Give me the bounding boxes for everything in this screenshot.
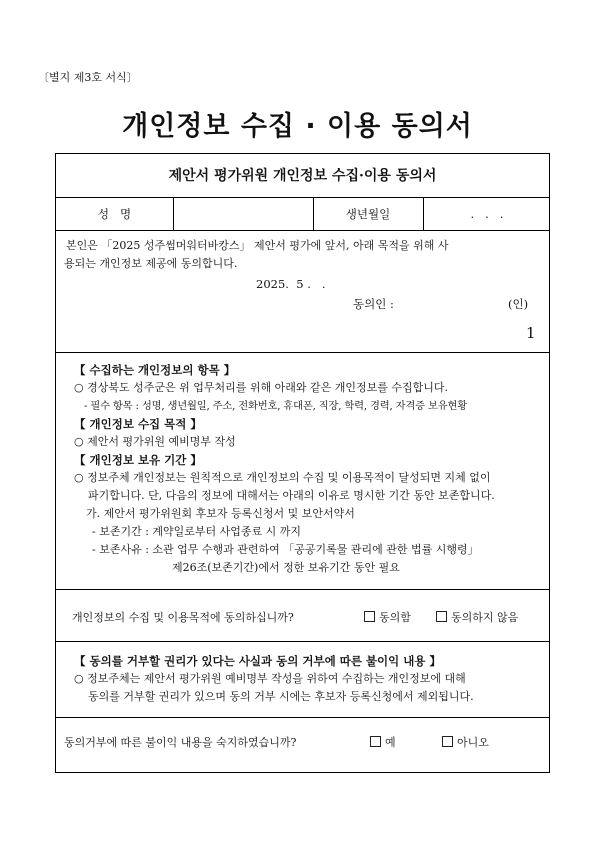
section-text: ○ 정보주체는 제안서 평가위원 예비명부 작성을 위하여 수집하는 개인정보에 대해 xyxy=(74,672,466,685)
divider xyxy=(56,589,549,590)
agree-option[interactable] xyxy=(364,611,411,625)
page-marker: 1 xyxy=(526,324,536,342)
consent-date: 2025. 5 . . xyxy=(256,277,326,291)
divider xyxy=(56,717,549,718)
no-checkbox[interactable] xyxy=(442,736,453,747)
section-text: - 보존기간 : 계약일로부터 사업종료 시 까지 xyxy=(92,525,302,538)
name-label: 성 명 xyxy=(97,207,132,221)
section-heading: 【 동의를 거부할 권리가 있다는 사실과 동의 거부에 따른 불이익 내용 】 xyxy=(74,654,441,668)
agree-label: 동의함 xyxy=(379,611,411,624)
section-heading: 【 개인정보 수집 목적 】 xyxy=(74,417,202,431)
section-text: ○ 제안서 평가위원 예비명부 작성 xyxy=(74,435,236,448)
section-text: ○ 경상북도 성주군은 위 업무처리를 위해 아래와 같은 개인정보를 수집합니다. xyxy=(74,381,448,394)
section-text: ○ 정보주체 개인정보는 원칙적으로 개인정보의 수집 및 이용목적이 달성되면 지체 없이 xyxy=(74,471,491,484)
section-text: - 필수 항목 : 성명, 생년월일, 주소, 전화번호, 휴대폰, 직장, 학력, 경력, 자격증 보유현황 xyxy=(84,400,467,412)
agree-checkbox[interactable] xyxy=(364,611,375,622)
section-text: 제26조(보존기간)에서 정한 보유기간 동안 필요 xyxy=(172,561,400,574)
refusal-rights-section xyxy=(55,641,550,773)
yes-checkbox[interactable] xyxy=(370,736,381,747)
section-text: 파기합니다. 단, 다음의 정보에 대해서는 아래의 이유로 명시한 기간 동안 보존합니다. xyxy=(88,489,495,502)
form-number: 〔별지 제3호 서식〕 xyxy=(38,71,138,84)
yes-label: 예 xyxy=(385,736,396,749)
no-option[interactable] xyxy=(442,736,489,750)
birth-field[interactable]: . . . xyxy=(470,207,504,221)
disagree-checkbox[interactable] xyxy=(436,611,447,622)
section-heading: 【 수집하는 개인정보의 항목 】 xyxy=(74,363,236,377)
divider xyxy=(173,197,174,230)
section-text: 가. 제안서 평가위원회 후보자 등록신청서 및 보안서약서 xyxy=(86,507,355,520)
personal-info-section xyxy=(55,352,550,642)
disagree-option[interactable] xyxy=(436,611,518,625)
consent-question: 개인정보의 수집 및 이용목적에 동의하십니까? xyxy=(72,611,294,624)
form-box-title: 제안서 평가위원 개인정보 수집·이용 동의서 xyxy=(168,168,437,184)
refusal-question: 동의거부에 따른 불이익 내용을 숙지하였습니까? xyxy=(64,736,297,749)
section-text: - 보존사유 : 소관 업무 수행과 관련하여 「공공기록물 관리에 관한 법률 시행령」 xyxy=(92,543,479,556)
no-label: 아니오 xyxy=(457,736,489,749)
statement-line: 본인은 「2025 성주썸머워터바캉스」 제안서 평가에 앞서, 아래 목적을 위해 사 xyxy=(66,239,449,252)
yes-option[interactable] xyxy=(370,736,396,750)
divider xyxy=(56,230,549,231)
disagree-label: 동의하지 않음 xyxy=(451,611,519,624)
divider xyxy=(56,197,549,198)
document-title: 개인정보 수집 · 이용 동의서 xyxy=(122,111,473,142)
consent-form-box xyxy=(55,153,550,353)
section-text: 동의를 거부할 권리가 있으며 동의 거부 시에는 후보자 등록신청에서 제외됩니다. xyxy=(88,690,474,703)
seal-label: (인) xyxy=(508,297,529,311)
statement-line: 용되는 개인정보 제공에 동의합니다. xyxy=(64,257,238,270)
consenter-label: 동의인 : xyxy=(353,297,394,311)
section-heading: 【 개인정보 보유 기간 】 xyxy=(74,453,202,467)
birth-label: 생년월일 xyxy=(345,207,391,221)
